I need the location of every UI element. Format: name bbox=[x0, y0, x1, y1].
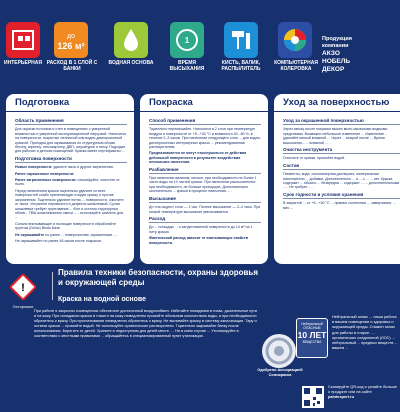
paint-dilute-title: Разбавление bbox=[149, 166, 179, 172]
paint-dilute-text: При нанесении валиком, кистью: при необходимости не более 1 части воды на 10 частей краски. При нанесении распылителем: при необходимости, не больше пропорции. Дополнительно окончательно ... краски в процессе нанесения ... . bbox=[149, 176, 257, 194]
paint-method-text: Тщательно перемешайте. Наносится в 2 слоя при температуре воздуха и поверхности от +5...+30 °С и влажности 40...80 %, в течение 2–3 часов. При нанесении следующего слоя ... для водно-дисперсионных интерьерных красок ... рекомендованная растворителем. bbox=[149, 127, 261, 150]
prep-p4: Перед нанесением краски тщательно удалите со всех поверхностей слабо прилегающую старую краску и прочие загрязнения. Тщательно удалите пятна ... поверхности, очистите от пыли. Устраните неровности и дефекты шпаклевкой. Сухая шпаклевка требует грунтования ... Фон и остатки структурных обоев... ПВА шпаклевочные смеси ... , используйте шпатель для ... bbox=[15, 188, 124, 220]
tools-label: КИСТЬ, ВАЛИК, РАСПЫЛИТЕЛЬ bbox=[221, 60, 261, 72]
paint-cons-title: Расход bbox=[149, 215, 166, 221]
svg-text:до: до bbox=[67, 33, 75, 40]
care-care-text: Через месяц после покраски можно мыть мыльными водными средствами. Возможно небольшое изменение ... Изменение ... удаляйте мягкой влажной ... Через ... мокрой после ... Время высыхания... ... влажной ... . bbox=[283, 127, 388, 145]
divider bbox=[149, 202, 261, 203]
care-panel bbox=[274, 94, 400, 264]
prep-panel bbox=[6, 94, 134, 264]
care-store-title: Срок годности и условия хранения bbox=[283, 191, 364, 197]
prep-surface-title: Подготовка поверхности bbox=[15, 155, 72, 161]
prep-p1 bbox=[15, 165, 127, 169]
badge-number: 10 ЛЕТ bbox=[297, 330, 327, 340]
qr-text bbox=[328, 384, 398, 400]
divider bbox=[149, 124, 261, 125]
prep-p1-label: Новые поверхности: bbox=[15, 165, 53, 170]
divider bbox=[15, 162, 127, 163]
feature-icons-strip bbox=[0, 0, 400, 94]
prep-p3-text: отшлифуйте, очистите от пыли. bbox=[15, 178, 120, 187]
coverage-label: РАСХОД В 1 СЛОЙ С БАНКИ bbox=[46, 60, 98, 72]
site-link[interactable]: paintexpert.ru bbox=[328, 394, 354, 400]
neutral-smell-badge bbox=[296, 318, 328, 358]
divider bbox=[149, 173, 261, 174]
tinting-label: КОМПЬЮТЕРНАЯ КОЛЕРОВКА bbox=[274, 60, 318, 72]
prep-area-title: Область применения bbox=[15, 118, 64, 123]
eco-text: Нейтральный запах ... наша работа в вашем помещении и здоровья и окружающей среды. Снижен запах для работы в стирке. ... органических соединений (ЛОС) ... нейтральный ... вредных веществ ... вашем ... bbox=[332, 314, 398, 351]
interior-label: ИНТЕРЬЕРНАЯ bbox=[3, 60, 42, 66]
care-tools-title: Очистка инструмента bbox=[283, 147, 333, 153]
prep-p2-label: Ранее окрашенные поверхности: bbox=[15, 171, 75, 176]
svg-text:!: ! bbox=[21, 282, 25, 294]
safety-subtitle: Краска на водной основе bbox=[58, 296, 147, 303]
divider bbox=[283, 169, 400, 170]
prep-p3 bbox=[15, 178, 127, 187]
brand-line-3: АКЗО bbox=[322, 50, 340, 57]
badge-small-2: ОПАСНЫЕ bbox=[303, 326, 321, 330]
tools-icon bbox=[224, 22, 258, 58]
paint-cons-text: До ... площади ... и загрунтованной поверхности до 14 м² на 1 литр краски. bbox=[149, 225, 253, 234]
prep-p6-text: по ранее ... поверхностям, окрашенным ... . bbox=[45, 232, 118, 237]
seal-caption: Одобрено Ассоциацией Союзкраска bbox=[257, 368, 303, 377]
svg-text:126 м²: 126 м² bbox=[57, 41, 85, 51]
brand-line-2: компании bbox=[322, 43, 349, 49]
divider bbox=[52, 272, 53, 300]
badge-small-1: Нейтральный bbox=[301, 322, 323, 326]
water-based-label: ВОДНАЯ ОСНОВА bbox=[108, 60, 154, 66]
care-title: Уход за поверхностью bbox=[274, 94, 400, 112]
drying-time-label: ВРЕМЯ ВЫСЫХАНИЯ bbox=[169, 60, 205, 72]
brand-line-5: ДЕКОР bbox=[322, 66, 345, 73]
paint-dry-title: Высыхание bbox=[149, 195, 176, 201]
divider bbox=[149, 222, 261, 223]
care-care-title: Уход за окрашенной поверхностью bbox=[283, 118, 364, 123]
tinting-icon bbox=[278, 22, 312, 58]
prep-area-text: Для окраски потолков и стен в помещениях с умеренной влажностью и умеренной эксплуатационной нагрузкой. Наносится на поверхности, покрытые латексной или водно-дисперсионной краской. Пригодна для окрашивания по структурным обоям, бетону, кирпичу, гипсокартону, ДВП, штукатурке и гипсу. Подходит для рабочих и детских помещений. Краска имеет сертификаты ... bbox=[15, 127, 127, 154]
prep-p6-label: Не окрашивайте bbox=[15, 232, 45, 237]
safety-section bbox=[0, 268, 400, 412]
prep-p7: Не окрашивайте по ранее 48 часов после покраски. bbox=[15, 238, 102, 243]
warning-word: Осторожно bbox=[12, 304, 34, 309]
brand-block bbox=[322, 36, 396, 74]
divider bbox=[283, 124, 400, 125]
paint-fact-text: Фактический расход зависит от впитывающих свойств поверхности. bbox=[149, 236, 248, 245]
brand-line-4: НОБЕЛЬ bbox=[322, 58, 350, 65]
prep-p6 bbox=[15, 233, 127, 237]
care-tools-text: Очистите от краски, промойте водой. bbox=[283, 156, 346, 161]
care-comp-title: Состав bbox=[283, 162, 300, 168]
prep-p2 bbox=[15, 172, 127, 176]
brand-line-1: Продукция bbox=[322, 36, 352, 42]
care-comp-text: Пигменты, вода, сополимерная дисперсия, минеральные наполнители ... добавки. Дополнительно ... и ... с ... ... нет. Краска содержит ... обычно ... безвредна ... содержит ... ... дополнительными ... . Не требует ... . bbox=[283, 172, 400, 190]
paint-panel bbox=[140, 94, 268, 264]
water-based-icon bbox=[114, 22, 148, 58]
svg-text:1: 1 bbox=[184, 36, 190, 45]
hazard-icon bbox=[10, 274, 36, 300]
qr-caption: Сканируйте QR-код и узнайте больше о продукте или на сайте bbox=[328, 384, 397, 395]
prep-p5: Сильно впитывающие и пылящие поверхности обработайте грунтом (Dulux) Bindo Базе. bbox=[15, 221, 116, 231]
paint-method-title: Способ применения bbox=[149, 118, 196, 123]
paint-title: Покраска bbox=[140, 94, 268, 112]
prep-p3-label: Ранее загрязненные поверхности: bbox=[15, 178, 77, 183]
qr-code-icon[interactable] bbox=[302, 386, 324, 408]
prep-title: Подготовка bbox=[6, 94, 134, 112]
divider bbox=[283, 153, 400, 154]
divider bbox=[283, 198, 400, 199]
soyuzkraska-seal-icon bbox=[262, 334, 296, 368]
safety-title: Правила техники безопасности, охраны здоровья и окружающей среды bbox=[58, 268, 258, 287]
divider bbox=[15, 124, 127, 125]
drying-time-icon bbox=[170, 22, 204, 58]
badge-small-3: ВЕЩЕСТВА bbox=[302, 340, 322, 344]
care-store-text: В закрытой ... от +5...+30 °С ... прямых солнечных ... замерзания. ... мес ... bbox=[283, 201, 396, 210]
paint-warn-text: Предназначается не могут отшелушиться от действия дебильной поверхности в результате воздействия нескольких нанесения. bbox=[149, 151, 247, 165]
coverage-icon bbox=[54, 22, 88, 58]
safety-text: При работе в закрытых помещениях обеспечьте достаточный воздухообмен. Избегайте попадания в глаза, дыхательные пути и на кожу. При попадании краски в глаза и на кожу немедленно промойте обильным количеством воды, а при необходимости обратитесь к врачу. При проглатывании немедленно обратитесь к врачу. Не выливайте краску в систему канализации. Тару и остатки краски ... промойте водой. Не используйте органические растворители. Тщательно закрывайте банку после использования. Берегите от детей. Храните в недоступном для детей месте. ... Ни в коем случае ... Утилизируйте в соответствии с местными правилами ... обращайтесь в специализированный пункт утилизации. bbox=[34, 309, 258, 339]
interior-icon bbox=[6, 22, 40, 58]
prep-p1-text: удалите пыль и другие загрязнения. bbox=[53, 165, 114, 170]
paint-dry-text: До «на ощупь» слоя — 1 час. Полное высыхание — 2–4 часа. При низкой температуре высыхание увеличивается. bbox=[149, 205, 261, 214]
